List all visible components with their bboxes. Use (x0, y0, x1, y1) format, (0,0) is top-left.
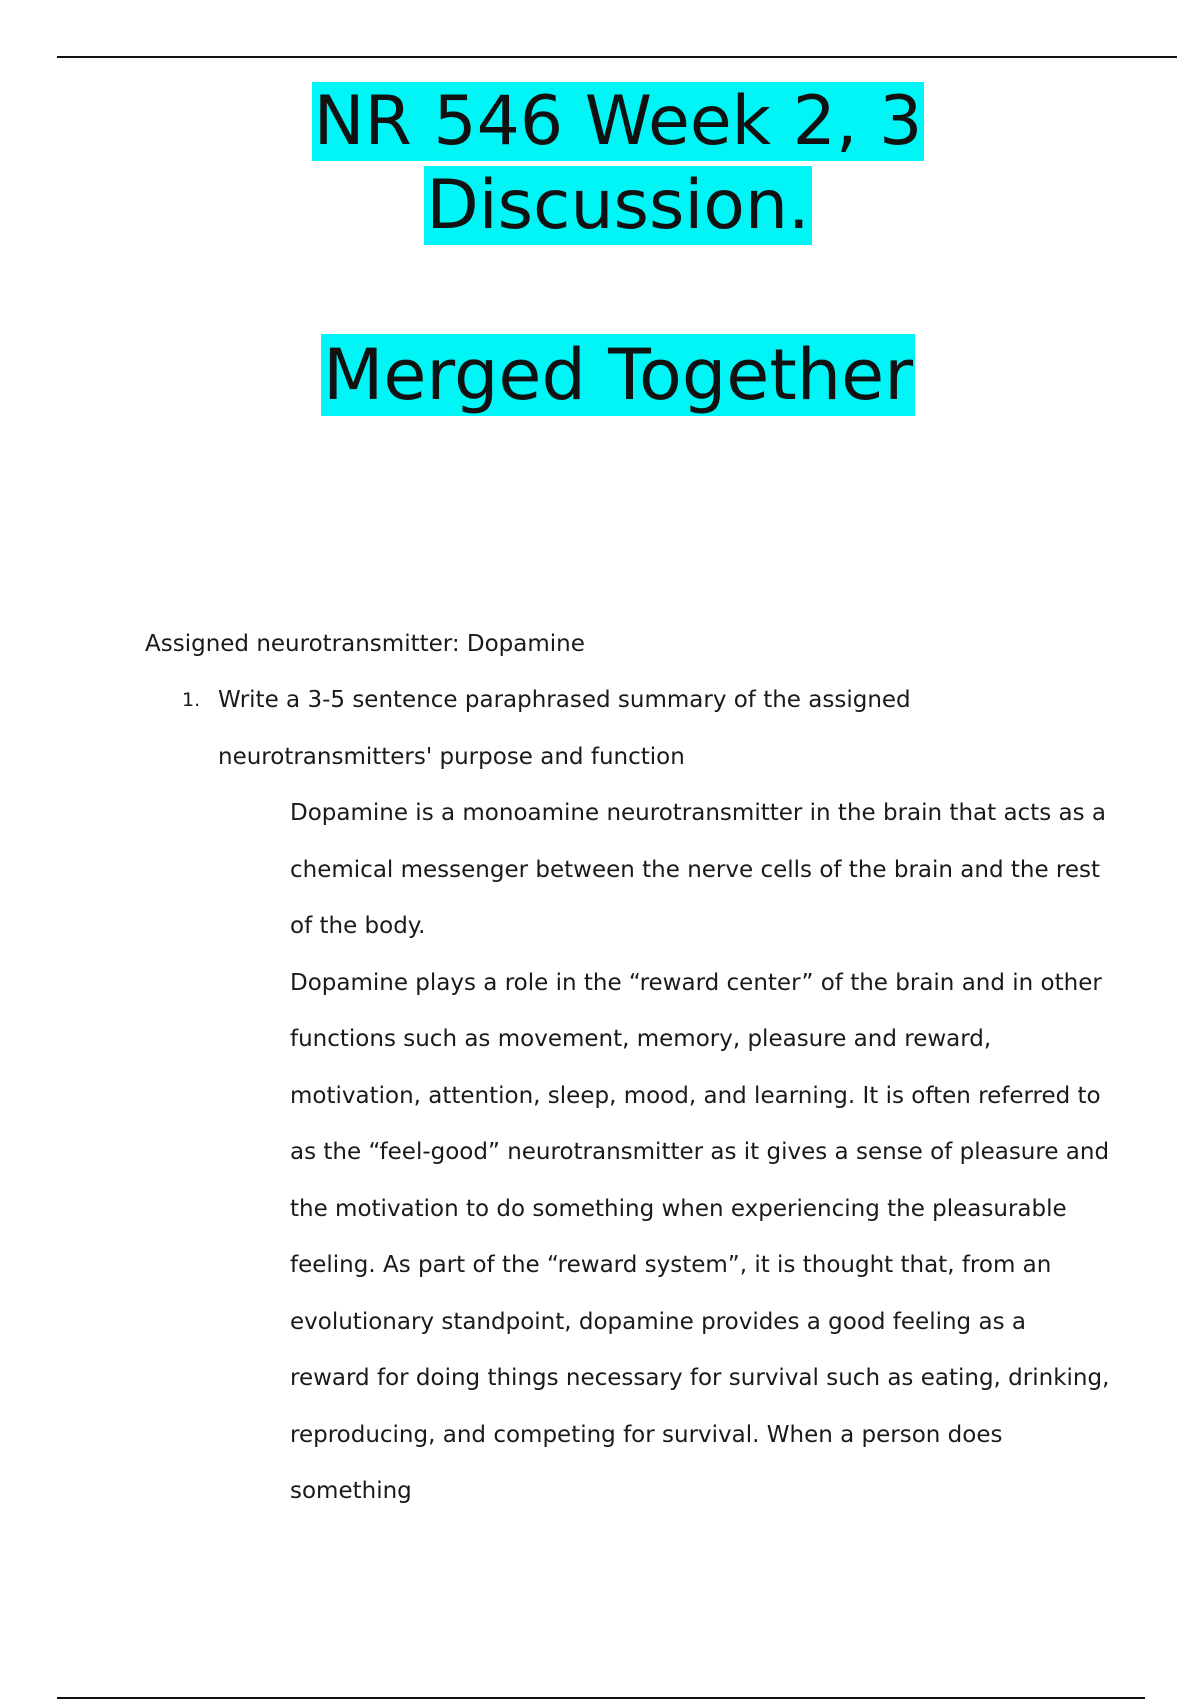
document-subtitle (0, 333, 1200, 417)
bottom-rule (57, 1697, 1145, 1699)
answer-paragraph: Dopamine is a monoamine neurotransmitter in the brain that acts as a chemical messenger between the nerve cells of the brain and the rest of the body. (290, 800, 1106, 939)
answer-paragraph: Dopamine plays a role in the “reward center” of the brain and in other functions such as movement, memory, pleasure and reward, motivation, attention, sleep, mood, and learning. It is often referred to as the “feel-good” neurotransmitter as it gives a sense of pleasure and the motivation to do something when experiencing the pleasurable feeling. As part of the “reward system”, it is thought that, from an evolutionary standpoint, dopamine provides a good feeling as a reward for doing things necessary for survival such as eating, drinking, reproducing, and competing for survival. When a person does something (290, 969, 1110, 1504)
question-text: Write a 3-5 sentence paraphrased summary of the assigned neurotransmitters' purpose and function (218, 687, 911, 770)
question-number: 1. (182, 689, 201, 711)
title-line-2: Discussion. (426, 166, 810, 245)
assigned-neurotransmitter: Assigned neurotransmitter: Dopamine (145, 631, 585, 657)
title-line-1: NR 546 Week 2, 3 (313, 82, 923, 161)
subtitle-text: Merged Together (322, 334, 914, 416)
answer-block (290, 785, 1110, 1520)
document-title (0, 80, 1200, 248)
top-rule (57, 56, 1177, 58)
